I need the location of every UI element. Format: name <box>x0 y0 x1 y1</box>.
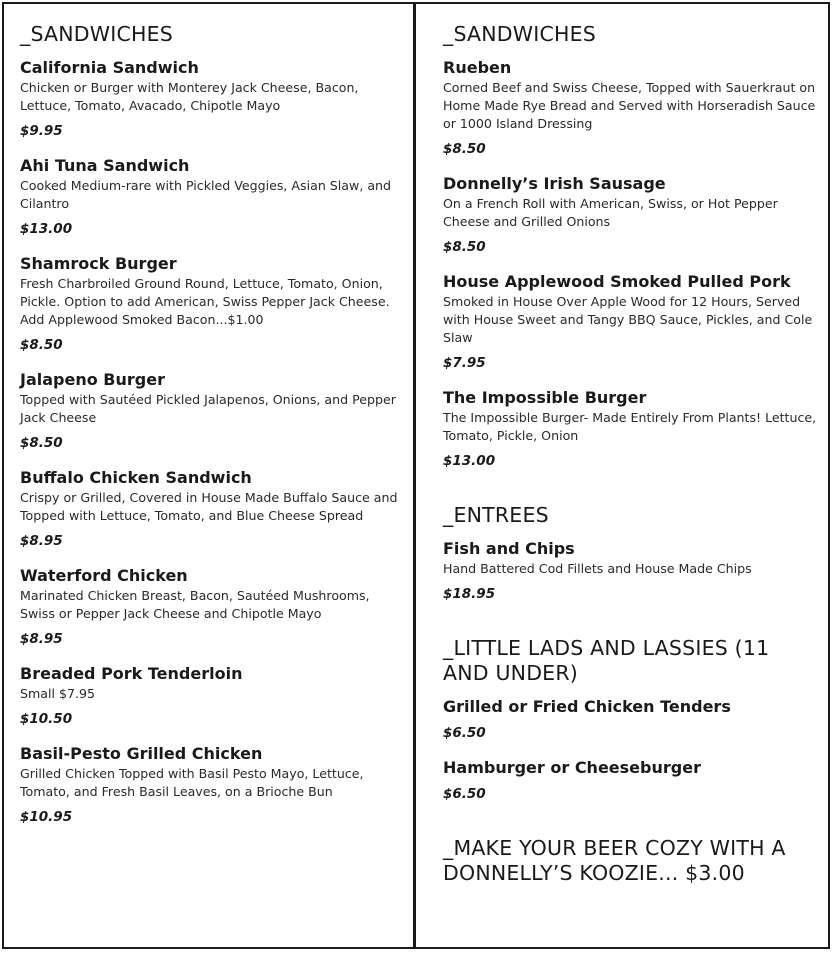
item-description: Marinated Chicken Breast, Bacon, Sautéed Mushrooms, Swiss or Pepper Jack Cheese and Chipotle Mayo <box>20 588 370 621</box>
item-name: Donnelly’s Irish Sausage <box>443 174 666 193</box>
left-column <box>20 22 400 841</box>
section-title-sandwiches: _SANDWICHES <box>443 22 596 46</box>
item-price: $8.50 <box>20 435 63 451</box>
item-price: $7.95 <box>443 355 486 371</box>
menu-item <box>20 253 400 354</box>
item-description: Topped with Sautéed Pickled Jalapenos, Onions, and Pepper Jack Cheese <box>20 392 396 425</box>
menu-item <box>443 387 821 470</box>
section-title-kids: _LITTLE LADS AND LASSIES (11 AND UNDER) <box>443 636 770 685</box>
item-description: Crispy or Grilled, Covered in House Made Buffalo Sauce and Topped with Lettuce, Tomato, and Blue Cheese Spread <box>20 490 398 523</box>
item-description: Hand Battered Cod Fillets and House Made Chips <box>443 561 752 576</box>
section-spacer <box>443 618 821 636</box>
menu-item <box>443 696 821 742</box>
item-description: Grilled Chicken Topped with Basil Pesto Mayo, Lettuce, Tomato, and Fresh Basil Leaves, on a Brioche Bun <box>20 766 364 799</box>
menu-item <box>20 369 400 452</box>
item-price: $8.95 <box>20 631 63 647</box>
menu-item <box>443 173 821 256</box>
column-divider <box>413 2 416 949</box>
section-title-koozie: _MAKE YOUR BEER COZY WITH A DONNELLY’S KOOZIE... $3.00 <box>443 836 786 885</box>
item-price: $8.50 <box>20 337 63 353</box>
menu-item <box>20 663 400 728</box>
item-name: Fish and Chips <box>443 539 575 558</box>
item-name: The Impossible Burger <box>443 388 647 407</box>
item-price: $10.50 <box>20 711 73 727</box>
item-description: Small $7.95 <box>20 686 96 701</box>
item-name: Rueben <box>443 58 512 77</box>
menu-item <box>20 743 400 826</box>
item-name: Waterford Chicken <box>20 566 188 585</box>
item-price: $9.95 <box>20 123 63 139</box>
item-price: $8.50 <box>443 141 486 157</box>
item-price: $13.00 <box>20 221 73 237</box>
item-description: On a French Roll with American, Swiss, or Hot Pepper Cheese and Grilled Onions <box>443 196 778 229</box>
menu-item <box>20 467 400 550</box>
menu-item <box>20 155 400 238</box>
item-price: $10.95 <box>20 809 73 825</box>
item-name: Basil-Pesto Grilled Chicken <box>20 744 263 763</box>
item-price: $8.50 <box>443 239 486 255</box>
item-name: Shamrock Burger <box>20 254 177 273</box>
item-name: Ahi Tuna Sandwich <box>20 156 190 175</box>
menu-item <box>443 57 821 158</box>
item-name: California Sandwich <box>20 58 199 77</box>
item-name: Jalapeno Burger <box>20 370 165 389</box>
menu-item <box>20 57 400 140</box>
item-price: $6.50 <box>443 786 486 802</box>
item-description: Cooked Medium-rare with Pickled Veggies, Asian Slaw, and Cilantro <box>20 178 392 211</box>
menu-item <box>443 757 821 803</box>
item-price: $6.50 <box>443 725 486 741</box>
item-name: Buffalo Chicken Sandwich <box>20 468 252 487</box>
menu-item <box>443 538 821 603</box>
right-column <box>443 22 821 896</box>
item-description: Fresh Charbroiled Ground Round, Lettuce, Tomato, Onion, Pickle. Option to add American, Swiss Pepper Jack Cheese. Add Applewood Smoked Bacon...$1.00 <box>20 276 390 327</box>
section-spacer <box>443 485 821 503</box>
item-description: The Impossible Burger- Made Entirely From Plants! Lettuce, Tomato, Pickle, Onion <box>443 410 817 443</box>
item-description: Corned Beef and Swiss Cheese, Topped with Sauerkraut on Home Made Rye Bread and Served with Horseradish Sauce or 1000 Island Dressing <box>443 80 816 131</box>
menu-item <box>443 271 821 372</box>
section-title-entrees: _ENTREES <box>443 503 549 527</box>
item-price: $18.95 <box>443 586 496 602</box>
item-description: Chicken or Burger with Monterey Jack Cheese, Bacon, Lettuce, Tomato, Avacado, Chipotle Mayo <box>20 80 359 113</box>
item-description: Smoked in House Over Apple Wood for 12 Hours, Served with House Sweet and Tangy BBQ Sauce, Pickles, and Cole Slaw <box>443 294 813 345</box>
item-name: Grilled or Fried Chicken Tenders <box>443 697 731 716</box>
section-title-sandwiches: _SANDWICHES <box>20 22 173 46</box>
item-name: Breaded Pork Tenderloin <box>20 664 243 683</box>
item-name: House Applewood Smoked Pulled Pork <box>443 272 791 291</box>
section-spacer <box>443 818 821 836</box>
menu-item <box>20 565 400 648</box>
item-name: Hamburger or Cheeseburger <box>443 758 701 777</box>
item-price: $13.00 <box>443 453 496 469</box>
item-price: $8.95 <box>20 533 63 549</box>
